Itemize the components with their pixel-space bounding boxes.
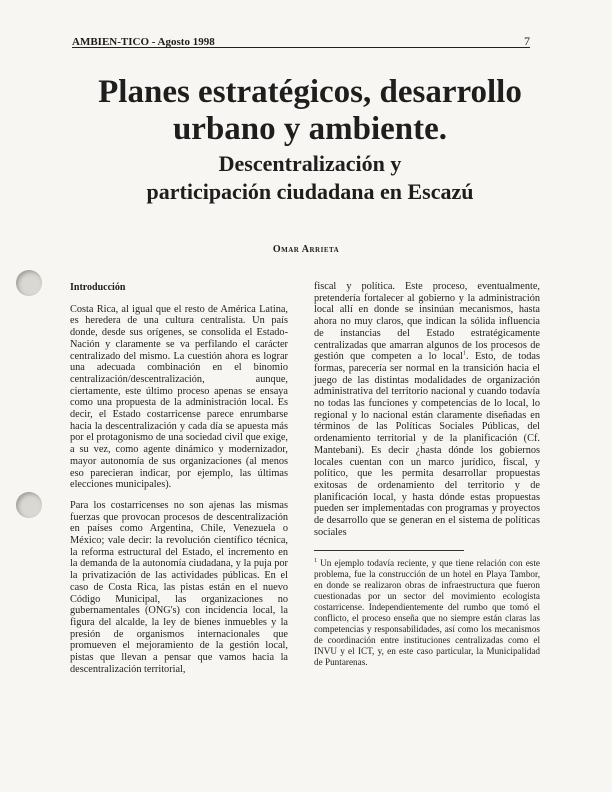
paragraph-3-part-1: fiscal y política. Este proceso, eventualmente, pretendería fortalecer al gobierno y la administración local allí en donde se insinúan mecanismos, hasta ahora no muy claros, que indican la sólida influencia de instancias del Estado estratégicamente centralizadas que amarran algunos de los procesos de gestión que competen a lo local [314,281,540,363]
journal-issue: AMBIEN-TICO - Agosto 1998 [72,36,215,48]
paragraph-3-part-2: . Esto, de todas formas, parecería ser normal en la transición hacia el juego de las distintas modalidades de organización administrativa del territorio nacional y cuando todavía no todas las funciones y competencias de lo local, lo regional y lo nacional están claramente diseñadas en términos de las Políticas Sociales Públicas, del ordenamiento territorial y de la planificación (Cf. Mantebani). Es decir ¿hasta dónde los gobiernos locales cuentan con un marco jurídico, fiscal, y político, que les permita desarrollar propuestas exitosas de ordenamiento del territorio y de planificación local, y hasta dónde estas propuestas pueden ser implementadas con programas y proyectos de desarrollo que se generan en el sistema de políticas sociales [314,351,540,538]
article-subtitle [60,150,560,206]
binder-hole-bottom [16,492,42,518]
column-right [314,281,540,677]
author-byline: Omar Arrieta [272,244,340,255]
subtitle-line-2: participación ciudadana en Escazú [146,179,474,204]
article-title: Planes estratégicos, desarrollo urbano y ambiente. [98,74,522,147]
paragraph-3 [314,281,540,538]
footnote-rule [314,550,464,551]
footnote-number: 1 [314,558,317,565]
footnote [314,558,540,668]
paragraph-1: Costa Rica, al igual que el resto de América Latina, es heredera de una cultura centralista. Un país donde, desde sus orígenes, se consolida el Estado-Nación y claramente se va perfilando el carácter centralizado del mismo. La cuestión ahora es lograr una adecuada combinación en el binomio centralización/descentralización, aunque, ciertamente, este último proceso apenas se ensaya como una propuesta de la administración local. Es decir, el Estado costarricense parece enrumbarse hacia la descentralización y cada día se apuesta más por el protagonismo de una sociedad civil que exige, a su vez, como agente dinámico y modernizador, mayor autonomía de sus organizaciones (al menos eso parecieran indicar, por ejemplo, las últimas elecciones municipales). [70,303,288,491]
binder-hole-top [16,270,42,296]
section-heading: Introducción [70,282,126,293]
footnote-ref: 1 [463,350,467,357]
subtitle-line-1: Descentralización y [218,151,402,176]
footnote-text: Un ejemplo todavía reciente, y que tiene relación con este problema, fue la construcción de un hotel en Playa Tambor, en donde se realizaron obras de infraestructura que fueron cuestionadas por un sector del movimiento ecologista costarricense. Independientemente del rumbo que tomó el conflicto, el proceso enseña que no siempre están claras las competencias y responsabilidades, así como los mecanismos de coordinación entre instituciones centralizadas como el INVU y el ICT, y, en este caso particular, la Municipalidad de Puntarenas. [314,558,540,668]
page-number: 7 [524,34,530,48]
column-left [70,282,288,685]
header-rule [72,47,530,48]
paragraph-2: Para los costarricenses no son ajenas las mismas fuerzas que provocan procesos de descentralización en países como Argentina, Chile, Venezuela o México; vale decir: la revolución científico técnica, la reforma estructural del Estado, el incremento en la demanda de la autonomía ciudadana, y la puja por la privatización de las actividades públicas. En el caso de Costa Rica, las pistas están en el nuevo Código Municipal, las organizaciones no gubernamentales (ONG's) con incidencia local, la figura del alcalde, la ley de bienes inmuebles y la presión de organismos internacionales que promueven el mejoramiento de la gestión local, pistas que llevan a pensar que vamos hacia la descentralización territorial, [70,499,288,675]
